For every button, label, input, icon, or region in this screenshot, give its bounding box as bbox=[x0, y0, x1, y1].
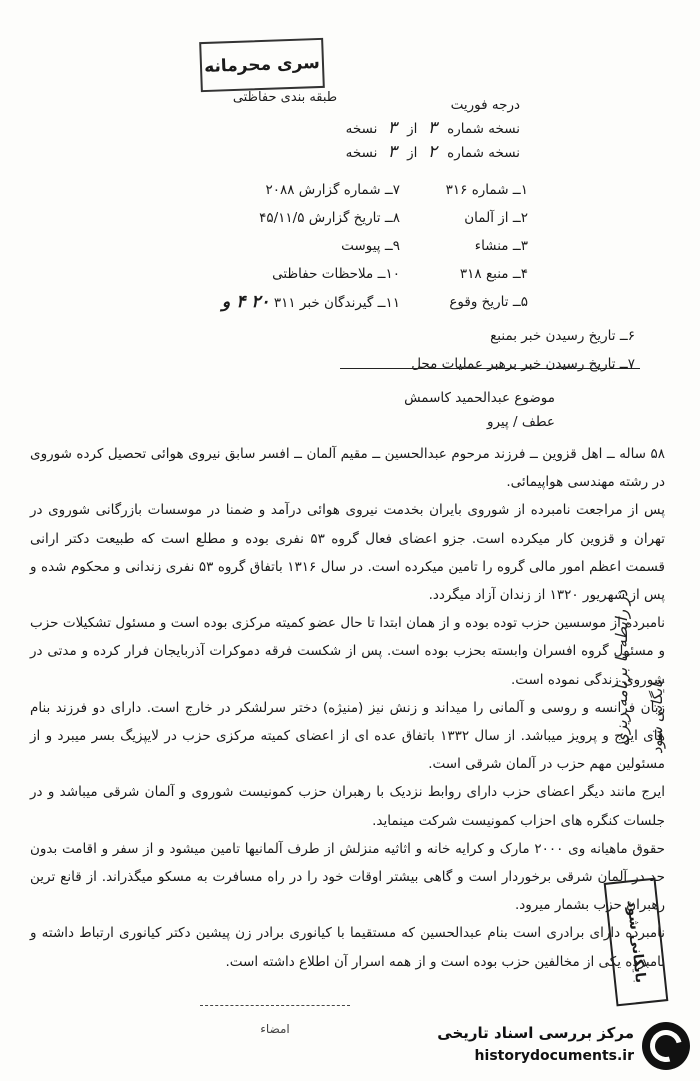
signature-label: امضاء bbox=[260, 1022, 290, 1036]
body-paragraph: پس از مراجعت نامبرده از شوروی بایران بخدمت نیروی هوائی درآمد و ضمنا در موسسات بازرگانی شوروی در تهران و قزوین کار میکرده است. جزو اعضای فعال گروه ۵۳ نفری بوده و مطلع است که طبیعت دکتر ارانی قسمت اعظم امور مالی گروه را تامین میکرده است. در سال ۱۳۱۶ باتفاق گروه ۵۳ نفری زندانی و محکوم شده و پس از شهریور ۱۳۲۰ از زندان آزاد میگردد. bbox=[30, 502, 666, 604]
event-date-field: ۵ــ تاریخ وقوع bbox=[449, 294, 528, 310]
margin-handwriting-2: بایگانی شود bbox=[648, 680, 666, 755]
from-field: ۲ــ از آلمان bbox=[464, 210, 528, 226]
body-paragraph: زبان فرانسه و روسی و آلمانی را میداند و زنش نیز (منیژه) دختر سرلشکر در خارج است. دارای دو فرزند بنام های ایرج و پرویز میباشد. از سال ۱۳۳۲ باتفاق عده ای از اعضای کمیته مرکزی حزب در لایپزیگ بسر میبرد و از مسئولین مهم حزب در آلمان شرقی است. bbox=[30, 699, 665, 773]
source-field: ۴ــ منبع ۳۱۸ bbox=[459, 266, 528, 282]
reference-line: عطف / پیرو bbox=[486, 414, 555, 430]
classification-label: طبقه بندی حفاظتی bbox=[232, 90, 338, 105]
archive-stamp-text: بایگانی شود bbox=[623, 899, 649, 985]
copy-number-line-2: نسخه شماره ۲ از ۳ نسخه bbox=[345, 142, 520, 162]
header-divider bbox=[340, 368, 640, 369]
body-paragraph: نامبرده دارای برادری است بنام عبدالحسین که مستقیما با کیانوری برادر زن پیشین دکتر کیانوری ارتباط داشته و نامبرده یکی از مخالفین حزب بوده است و از همه اسرار آن اطلاع داشته است. bbox=[30, 925, 665, 970]
receipt-dates bbox=[195, 322, 635, 378]
subject-block bbox=[175, 386, 555, 434]
watermark-fa: مرکز بررسی اسناد تاریخی bbox=[437, 1024, 634, 1042]
report-body bbox=[30, 440, 665, 976]
classification-stamp bbox=[199, 38, 325, 92]
security-notes: ۱۰ــ ملاحظات حفاظتی bbox=[272, 266, 400, 282]
signature-area bbox=[200, 1005, 350, 1056]
watermark bbox=[430, 1022, 690, 1072]
body-paragraph: نامبرده از موسسین حزب توده بوده و از همان ابتدا تا حال عضو کمیته مرکزی بوده است و مسئول تشکیلات حزب و مسئول گروه افسران وابسته بحزب بوده است. پس از شکست فرقه دموکرات آذربایجان فرار کرده و مدتی در شوروی زندگی نموده است. bbox=[30, 615, 665, 688]
attachment: ۹ــ پیوست bbox=[341, 238, 400, 254]
watermark-url: historydocuments.ir bbox=[474, 1048, 634, 1064]
urgency-line: درجه فوریت bbox=[450, 97, 520, 113]
history-documents-logo-icon bbox=[642, 1022, 690, 1070]
copy-number-line-1: نسخه شماره ۳ از ۳ نسخه bbox=[345, 118, 520, 138]
report-date: ۸ــ تاریخ گزارش ۴۵/۱۱/۵ bbox=[259, 210, 400, 226]
recipients: ۱۱ــ گیرندگان خبر ۳۱۱ ۲۰ ۴ و bbox=[222, 292, 400, 312]
report-number: ۷ــ شماره گزارش ۲۰۸۸ bbox=[265, 182, 400, 198]
classification-stamp-text: سری محرمانه bbox=[203, 52, 321, 78]
body-paragraph: حقوق ماهیانه وی ۲۰۰۰ مارک و کرایه خانه و اثاثیه منزلش از طرف آلمانیها تامین میشود و از سفر و اقامت بدون حد در آلمان شرقی برخوردار است و گاهی بیشتر اوقات خود را در راه مسافرت به مسکو میگذراند. از قانع ترین رهبران حزب بشمار میرود. bbox=[30, 840, 665, 914]
report-meta-right bbox=[348, 176, 528, 316]
subject-line: موضوع عبدالحمید کاسمش bbox=[404, 390, 555, 406]
number-field: ۱ــ شماره ۳۱۶ bbox=[445, 182, 528, 198]
origin-field: ۳ــ منشاء bbox=[474, 238, 528, 254]
margin-handwriting-1: در رابطه با برنامه ریزی bbox=[612, 590, 631, 747]
body-paragraph: ایرج مانند دیگر اعضای حزب دارای روابط نزدیک با رهبران حزب کمونیست شوروی و آلمان شرقی میباشد و در جلسات کنگره های احزاب کمونیست شرکت مینماید. bbox=[30, 784, 665, 829]
body-paragraph: ۵۸ ساله ــ اهل قزوین ــ فرزند مرحوم عبدالحسین ــ مقیم آلمان ــ افسر سابق نیروی هوائی تحصیل کرده شوروی در رشته مهندسی هواپیمائی. bbox=[30, 446, 665, 491]
receipt-line-source: ۶ــ تاریخ رسیدن خبر بمنبع bbox=[490, 328, 635, 344]
header-block bbox=[250, 94, 520, 165]
receipt-line-leader: ۷ــ تاریخ رسیدن خبر برهبر عملیات محل bbox=[411, 356, 635, 372]
